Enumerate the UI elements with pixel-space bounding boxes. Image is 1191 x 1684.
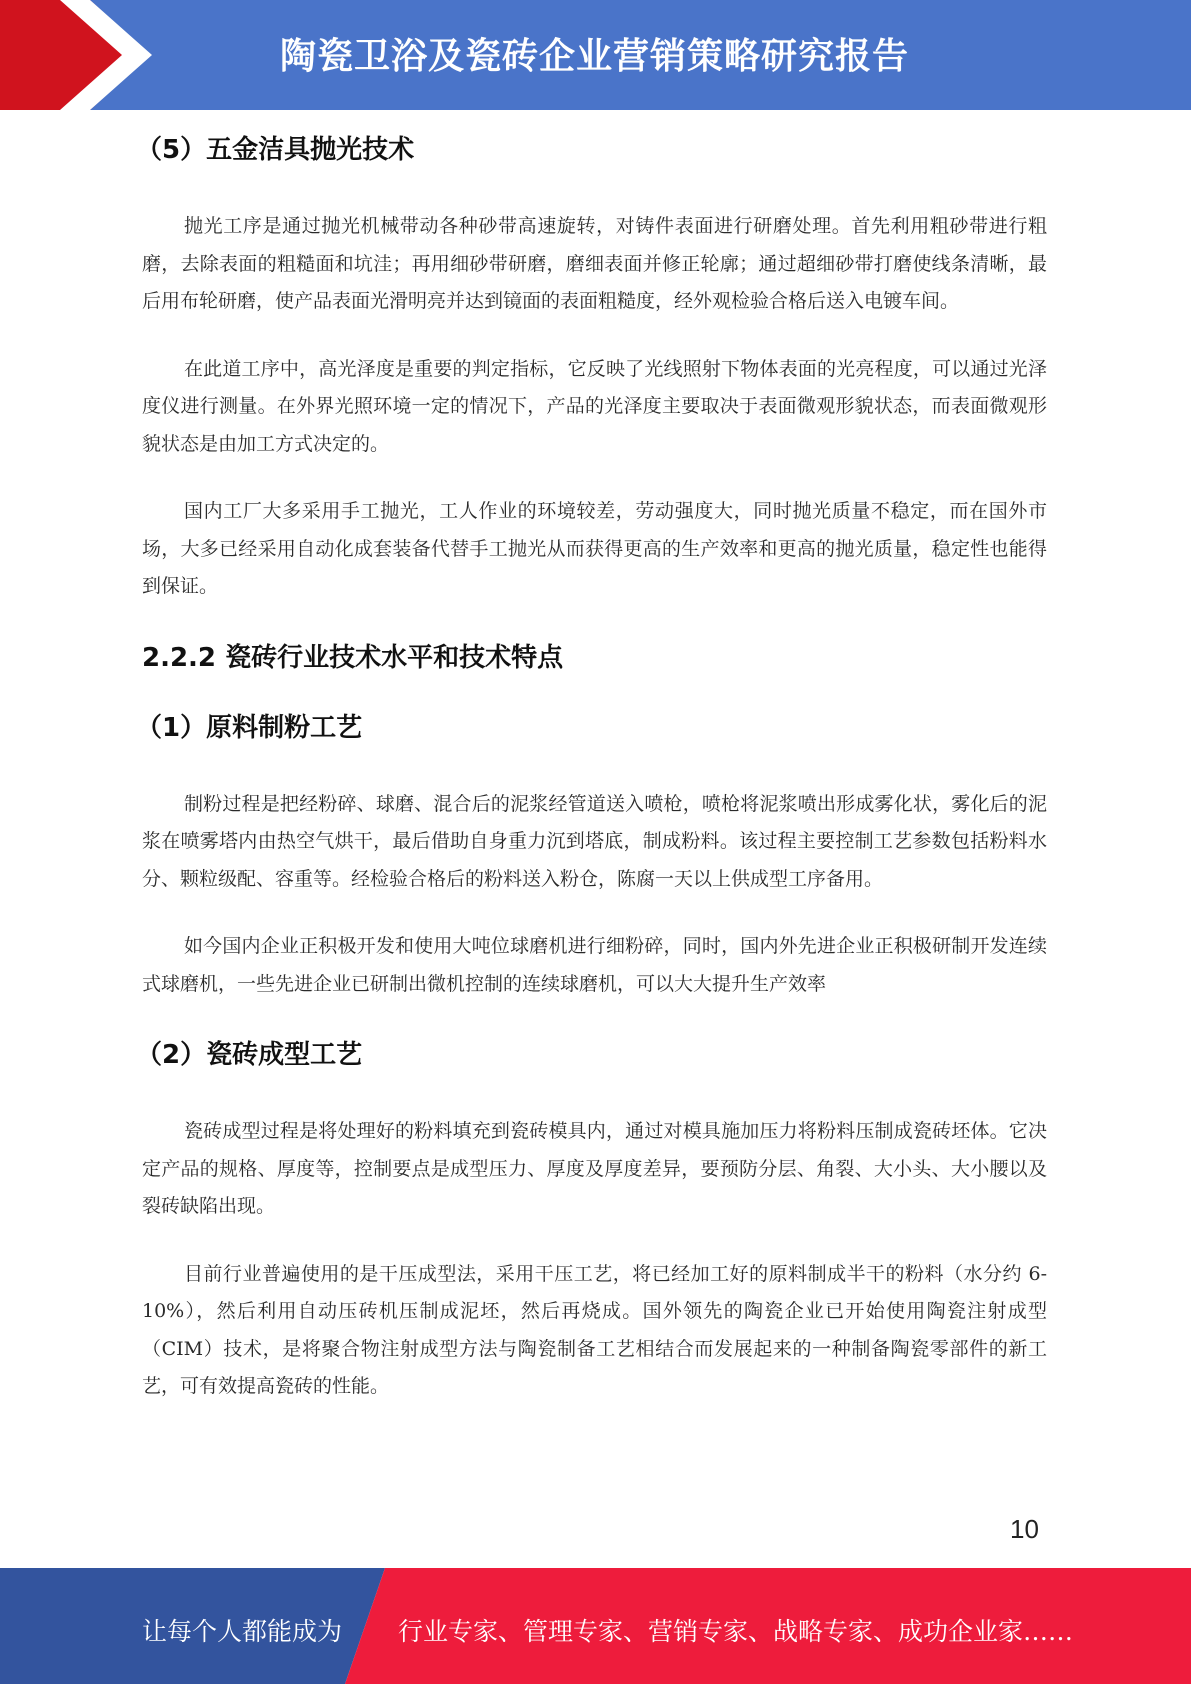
subsection-heading: （5）五金洁具抛光技术 xyxy=(136,135,415,165)
section-heading: 2.2.2 瓷砖行业技术水平和技术特点 xyxy=(142,642,564,673)
report-title: 陶瓷卫浴及瓷砖企业营销策略研究报告 xyxy=(280,36,910,77)
subsection-heading: （1）原料制粉工艺 xyxy=(136,712,363,743)
body-paragraph: 目前行业普遍使用的是干压成型法，采用干压工艺，将已经加工好的原料制成半干的粉料（水分约 6-10%），然后利用自动压砖机压制成泥坯，然后再烧成。国外领先的陶瓷企业已开始使用陶瓷注射成型（CIM）技术，是将聚合物注射成型方法与陶瓷制备工艺相结合而发展起来的一种制备陶瓷零部件的新工艺，可有效提高瓷砖的性能。 xyxy=(142,1262,1047,1397)
footer-slogan-right: 行业专家、管理专家、营销专家、战略专家、成功企业家…… xyxy=(398,1617,1074,1646)
body-paragraph: 抛光工序是通过抛光机械带动各种砂带高速旋转，对铸件表面进行研磨处理。首先利用粗砂带进行粗磨，去除表面的粗糙面和坑洼；再用细砂带研磨，磨细表面并修正轮廓；通过超细砂带打磨使线条清晰，最后用布轮研磨，使产品表面光滑明亮并达到镜面的表面粗糙度，经外观检验合格后送入电镀车间。 xyxy=(142,215,1047,312)
body-paragraph: 如今国内企业正积极开发和使用大吨位球磨机进行细粉碎，同时，国内外先进企业正积极研制开发连续式球磨机，一些先进企业已研制出微机控制的连续球磨机，可以大大提升生产效率 xyxy=(142,935,1047,995)
body-paragraph: 国内工厂大多采用手工抛光，工人作业的环境较差，劳动强度大，同时抛光质量不稳定，而在国外市场，大多已经采用自动化成套装备代替手工抛光从而获得更高的生产效率和更高的抛光质量，稳定性也能得到保证。 xyxy=(142,500,1047,597)
header-band xyxy=(0,0,1191,110)
footer-band xyxy=(0,1568,1191,1684)
subsection-heading: （2）瓷砖成型工艺 xyxy=(136,1040,363,1070)
footer-slogan-left: 让每个人都能成为 xyxy=(142,1617,343,1646)
body-paragraph: 瓷砖成型过程是将处理好的粉料填充到瓷砖模具内，通过对模具施加压力将粉料压制成瓷砖坯体。它决定产品的规格、厚度等，控制要点是成型压力、厚度及厚度差异，要预防分层、角裂、大小头、大小腰以及裂砖缺陷出现。 xyxy=(142,1120,1047,1217)
body-paragraph: 制粉过程是把经粉碎、球磨、混合后的泥浆经管道送入喷枪，喷枪将泥浆喷出形成雾化状，雾化后的泥浆在喷雾塔内由热空气烘干，最后借助自身重力沉到塔底，制成粉料。该过程主要控制工艺参数包括粉料水分、颗粒级配、容重等。经检验合格后的粉料送入粉仓，陈腐一天以上供成型工序备用。 xyxy=(142,792,1047,890)
body-paragraph: 在此道工序中，高光泽度是重要的判定指标，它反映了光线照射下物体表面的光亮程度，可以通过光泽度仪进行测量。在外界光照环境一定的情况下，产品的光泽度主要取决于表面微观形貌状态，而表面微观形貌状态是由加工方式决定的。 xyxy=(142,357,1047,455)
page-content xyxy=(136,128,1047,1436)
page-number: 10 xyxy=(1010,1514,1039,1544)
